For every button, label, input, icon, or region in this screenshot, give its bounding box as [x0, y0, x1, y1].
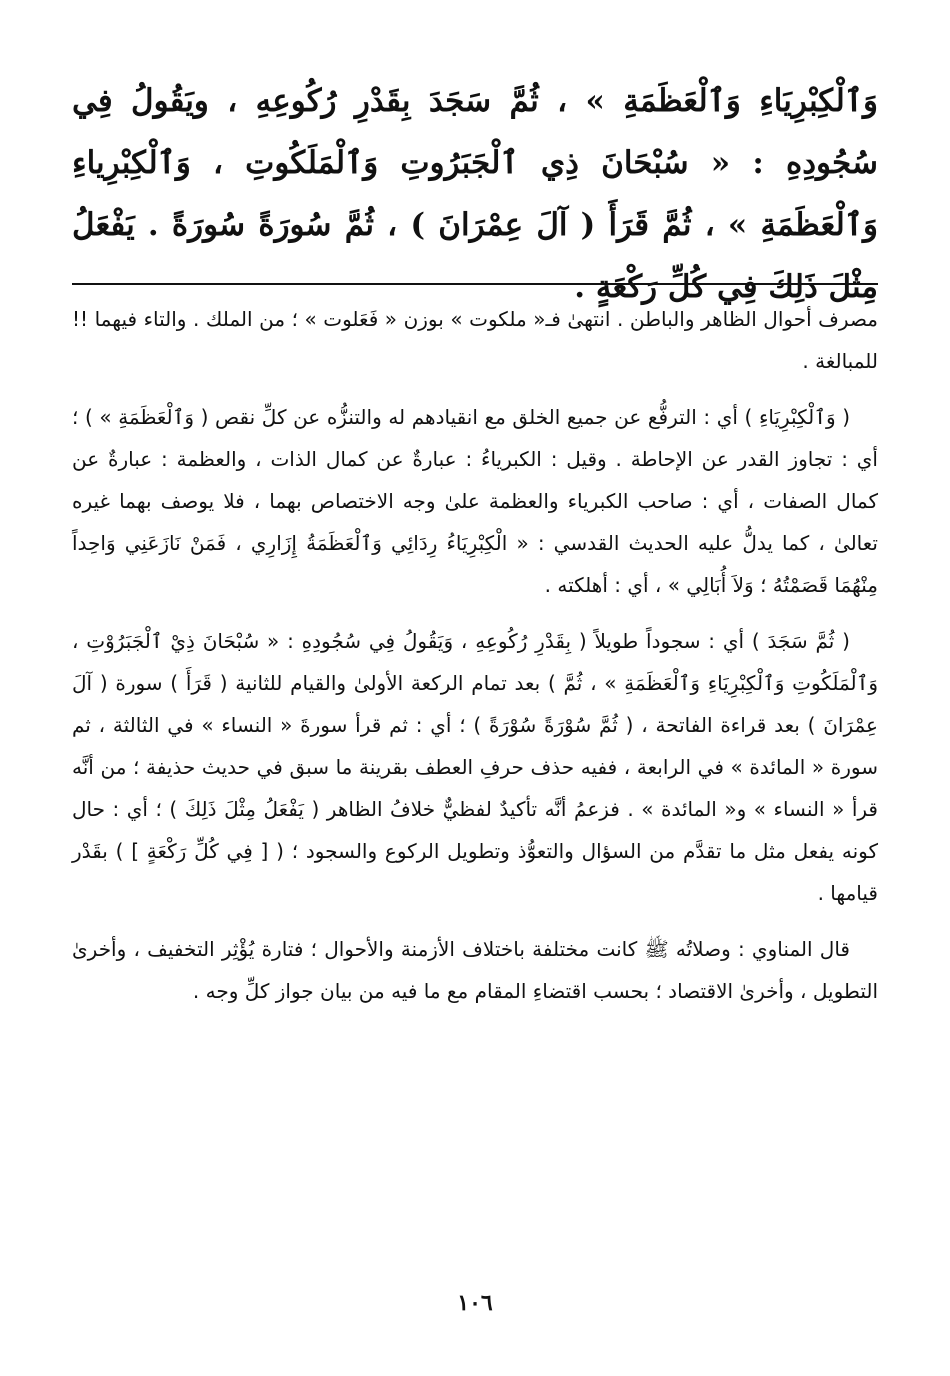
commentary-paragraph: مصرف أحوال الظاهر والباطن . انتهىٰ فـ« ملكوت » بوزن « فَعَلوت » ؛ من الملك . والتاء فيهما !! للمبالغة .	[72, 307, 878, 373]
commentary-block	[72, 298, 878, 1026]
hadith-text: وَٱلْكِبْرِيَاءِ وَٱلْعَظَمَةِ » ، ثُمَّ سَجَدَ بِقَدْرِ رُكُوعِهِ ، ويَقُولُ فِي سُجُودِهِ : « سُبْحَانَ ذِي ٱلْجَبَرُوتِ وَٱلْمَلَكُوتِ ، وَٱلْكِبْرِياءِ وَٱلْعَظَمَةِ » ، ثُمَّ قَرَأَ ( آلَ عِمْرَانَ ) ، ثُمَّ سُورَةً سُورَةً . يَفْعَلُ مِثْلَ ذَلِكَ فِي كُلِّ رَكْعَةٍ .	[72, 83, 878, 305]
commentary-paragraph: ( ثُمَّ سَجَدَ ) أي : سجوداً طويلاً ( بِقَدْرِ رُكُوعِهِ ، وَيَقُولُ فِي سُجُودِهِ : « سُبْحَانَ ذِيْ ٱلْجَبَرُوْتِ ، وَٱلْمَلَكُوتِ وَٱلْكِبْرِيَاءِ وَٱلْعَظَمَةِ » ، ثُمَّ ) بعد تمام الركعة الأولىٰ والقيام للثانية ( قَرَأَ ) سورة ( آلَ عِمْرَانَ ) بعد قراءة الفاتحة ، ( ثُمَّ سُوْرَةً سُوْرَةً ) ؛ أي : ثم قرأ سورةَ « النساء » في الثالثة ، ثم سورة « المائدة » في الرابعة ، ففيه حذف حرفِ العطف بقرينة ما سبق في حديث حذيفة ؛ من أنَّه قرأ « النساء » و« المائدة » . فزعمُ أنَّه تأكيدٌ لفظيٌّ خلافُ الظاهر ( يَفْعَلُ مِثْلَ ذَلِكَ ) ؛ أي : حال كونه يفعل مثل ما تقدَّم من السؤال والتعوُّذ وتطويل الركوع والسجود ؛ ( [ فِي كُلِّ رَكْعَةٍ ] ) بقَدْر قيامها .	[72, 629, 878, 905]
footnote-separator	[72, 283, 878, 285]
hadith-text-block	[72, 70, 878, 318]
page-number: ١٠٦	[457, 1290, 493, 1316]
book-page	[72, 0, 878, 1376]
commentary-paragraph: ( وَٱلْكِبْرِيَاءِ ) أي : الترفُّع عن جميع الخلق مع انقيادهم له والتنزُّه عن كلِّ نقص ( وَٱلْعَظَمَةِ » ) ؛ أي : تجاوز القدر عن الإحاطة . وقيل : الكبرياءُ : عبارةٌ عن كمال الذات ، والعظمة : عبارةٌ عن كمال الصفات ، أي : صاحب الكبرياء والعظمة علىٰ وجه الاختصاص بهما ، فلا يوصف بهما غيره تعالىٰ ، كما يدلُّ عليه الحديث القدسي : « الْكِبْرِيَاءُ رِدَائِي وَٱلْعَظَمَةُ إِزَارِي ، فَمَنْ نَازَعَنِي وَاحِداً مِنْهُمَا قَصَمْتُهُ ؛ وَلاَ أُبَالِي » ، أي : أهلكته .	[72, 405, 878, 597]
commentary-paragraph: قال المناوي : وصلاتُه ﷺ كانت مختلفة باختلاف الأزمنة والأحوال ؛ فتارة يُؤْثِر التخفيف ، وأخرىٰ التطويل ، وأخرىٰ الاقتصاد ؛ بحسب اقتضاءِ المقام مع ما فيه من بيان جواز كلِّ وجه .	[72, 937, 878, 1003]
